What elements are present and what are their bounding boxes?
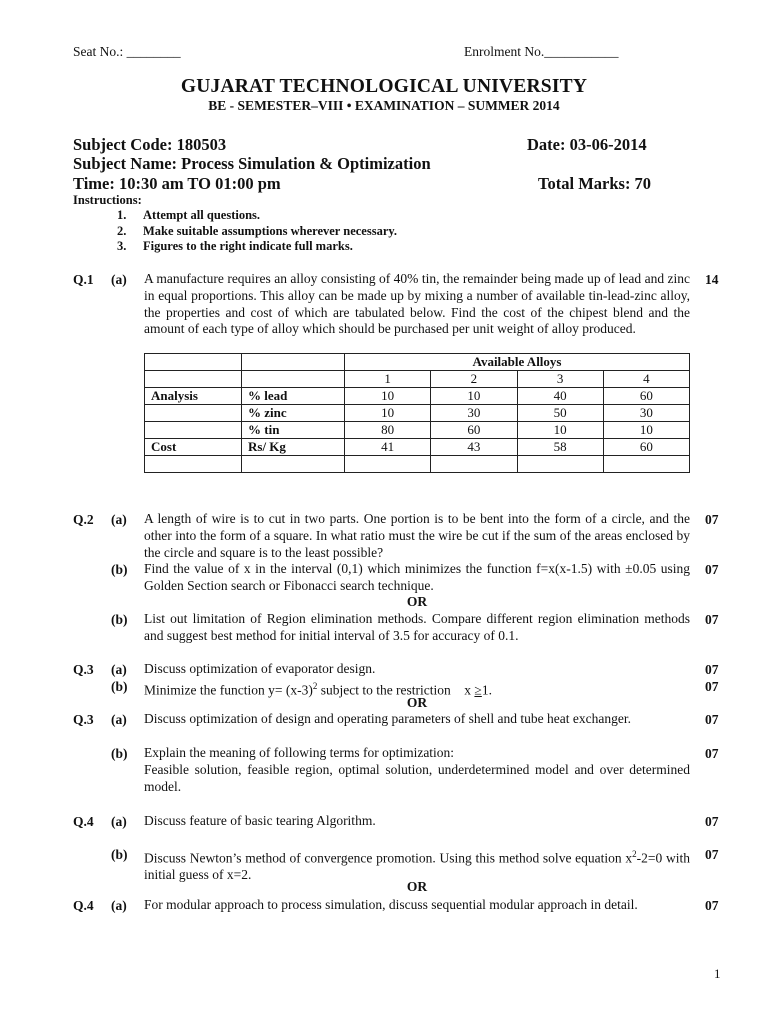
- total-marks: Total Marks: 70: [538, 174, 652, 193]
- row-label: % lead: [242, 388, 345, 405]
- table-header: Available Alloys: [345, 354, 690, 371]
- question-part: (a): [111, 512, 127, 527]
- university-title: GUJARAT TECHNOLOGICAL UNIVERSITY: [180, 76, 588, 97]
- question-text: Discuss optimization of design and operating parameters of shell and tube heat exchanger.: [144, 711, 631, 726]
- question-text: List out limitation of Region elimination methods. Compare different region elimination methods and suggest best method for initial interval of 3.5 for accuracy of 0.1.: [144, 611, 690, 643]
- subject-code: Subject Code: 180503: [73, 135, 227, 154]
- question-part: (a): [111, 814, 127, 829]
- table-cell: 40: [517, 388, 603, 405]
- exam-title: BE - SEMESTER–VIII • EXAMINATION – SUMMER 2014: [208, 98, 560, 113]
- table-cell: 41: [345, 439, 431, 456]
- question-text: Find the value of x in the interval (0,1) which minimizes the function f=x(x-1.5) with ±0.05 using Golden Section search or Fibonacci search technique.: [144, 561, 690, 593]
- table-cell: 30: [431, 405, 517, 422]
- question-text: A manufacture requires an alloy consisting of 40% tin, the remainder being made up of lead and zinc in equal proportions. This alloy can be made up by mixing a number of available tin-lead-zinc alloy, the properties and cost of which are tabulated below. Find the cost of the chipest blend and the amount of each type of alloy which should be purchased per unit weight of alloy produced.: [144, 271, 690, 337]
- question-text: A length of wire is to cut in two parts. One portion is to be bent into the form of a circle, and the other into the form of a square. In what ratio must the wire be cut if the sum of the areas enclosed by the circle and square is to the least possible?: [144, 511, 690, 560]
- seat-no: Seat No.: ________: [73, 44, 181, 59]
- table-cell: 10: [517, 422, 603, 439]
- question-text: Discuss feature of basic tearing Algorithm.: [144, 813, 376, 828]
- question-text: Explain the meaning of following terms for optimization: Feasible solution, feasible region, optimal solution, underdetermined model and over determined model.: [144, 745, 690, 794]
- instructions-title: Instructions:: [73, 193, 142, 207]
- instructions-list: [117, 208, 397, 255]
- question-part: (a): [111, 662, 127, 677]
- or-separator: OR: [406, 879, 428, 894]
- row-label: Rs/ Kg: [242, 439, 345, 456]
- question-text: Minimize the function $y= (x-3)^2$ subject to the restriction x ≥1.: [144, 681, 492, 698]
- table-cell: 10: [345, 405, 431, 422]
- question-part: (a): [111, 272, 127, 287]
- row-group: Cost: [145, 439, 242, 456]
- question-marks: 14: [705, 272, 719, 287]
- column-header: 2: [431, 371, 517, 388]
- question-marks: 07: [705, 898, 719, 913]
- or-separator: OR: [406, 695, 428, 710]
- exam-date: Date: 03-06-2014: [527, 135, 647, 154]
- question-marks: 07: [705, 814, 719, 829]
- table-cell: 43: [431, 439, 517, 456]
- column-header: 4: [603, 371, 689, 388]
- question-marks: 07: [705, 847, 719, 862]
- question-text: Discuss optimization of evaporator design.: [144, 661, 376, 676]
- table-cell: 10: [345, 388, 431, 405]
- table-row: [145, 405, 690, 422]
- row-label: % tin: [242, 422, 345, 439]
- question-part: (b): [111, 746, 128, 761]
- exam-time: Time: 10:30 am TO 01:00 pm: [73, 174, 281, 193]
- question-marks: 07: [705, 746, 719, 761]
- table-cell: 60: [603, 388, 689, 405]
- row-label: % zinc: [242, 405, 345, 422]
- column-header: 3: [517, 371, 603, 388]
- table-row: [145, 439, 690, 456]
- table-row: [145, 456, 690, 473]
- question-number: Q.4: [73, 814, 94, 829]
- question-number: Q.3: [73, 662, 94, 677]
- instruction-item: 2. Make suitable assumptions wherever necessary.: [117, 223, 398, 238]
- question-number: Q.4: [73, 898, 94, 913]
- question-marks: 07: [705, 612, 719, 627]
- question-part: (a): [111, 898, 127, 913]
- question-marks: 07: [705, 662, 719, 677]
- table-cell: 60: [603, 439, 689, 456]
- page-number: 1: [714, 966, 721, 981]
- question-number: Q.2: [73, 512, 94, 527]
- table-cell: 60: [431, 422, 517, 439]
- question-number: Q.1: [73, 272, 94, 287]
- question-number: Q.3: [73, 712, 94, 727]
- question-part: (a): [111, 712, 127, 727]
- column-header: 1: [345, 371, 431, 388]
- table-row: [145, 422, 690, 439]
- row-group: Analysis: [145, 388, 242, 405]
- table-cell: 10: [431, 388, 517, 405]
- row-group: [145, 405, 242, 422]
- table-cell: 80: [345, 422, 431, 439]
- table-cell: 50: [517, 405, 603, 422]
- question-part: (b): [111, 562, 128, 577]
- table-row: [145, 371, 690, 388]
- question-marks: 07: [705, 512, 719, 527]
- question-text: Discuss Newton’s method of convergence promotion. Using this method solve equation $x^2-2=0$ with initial guess of x=2.: [144, 849, 690, 883]
- or-separator: OR: [406, 594, 428, 609]
- table-row: [145, 388, 690, 405]
- row-group: [145, 422, 242, 439]
- table-cell: 58: [517, 439, 603, 456]
- question-part: (b): [111, 847, 128, 862]
- question-part: (b): [111, 612, 128, 627]
- subject-name: Subject Name: Process Simulation & Optimization: [73, 154, 431, 173]
- question-marks: 07: [705, 562, 719, 577]
- question-marks: 07: [705, 712, 719, 727]
- table-cell: 30: [603, 405, 689, 422]
- table-cell: 10: [603, 422, 689, 439]
- enrolment-no: Enrolment No.___________: [464, 44, 619, 59]
- question-text: For modular approach to process simulation, discuss sequential modular approach in detail.: [144, 897, 638, 912]
- instruction-item: 3. Figures to the right indicate full marks.: [117, 239, 353, 253]
- alloy-table: [144, 353, 690, 473]
- question-part: (b): [111, 679, 128, 694]
- question-marks: 07: [705, 679, 719, 694]
- instruction-item: 1. Attempt all questions.: [117, 208, 261, 222]
